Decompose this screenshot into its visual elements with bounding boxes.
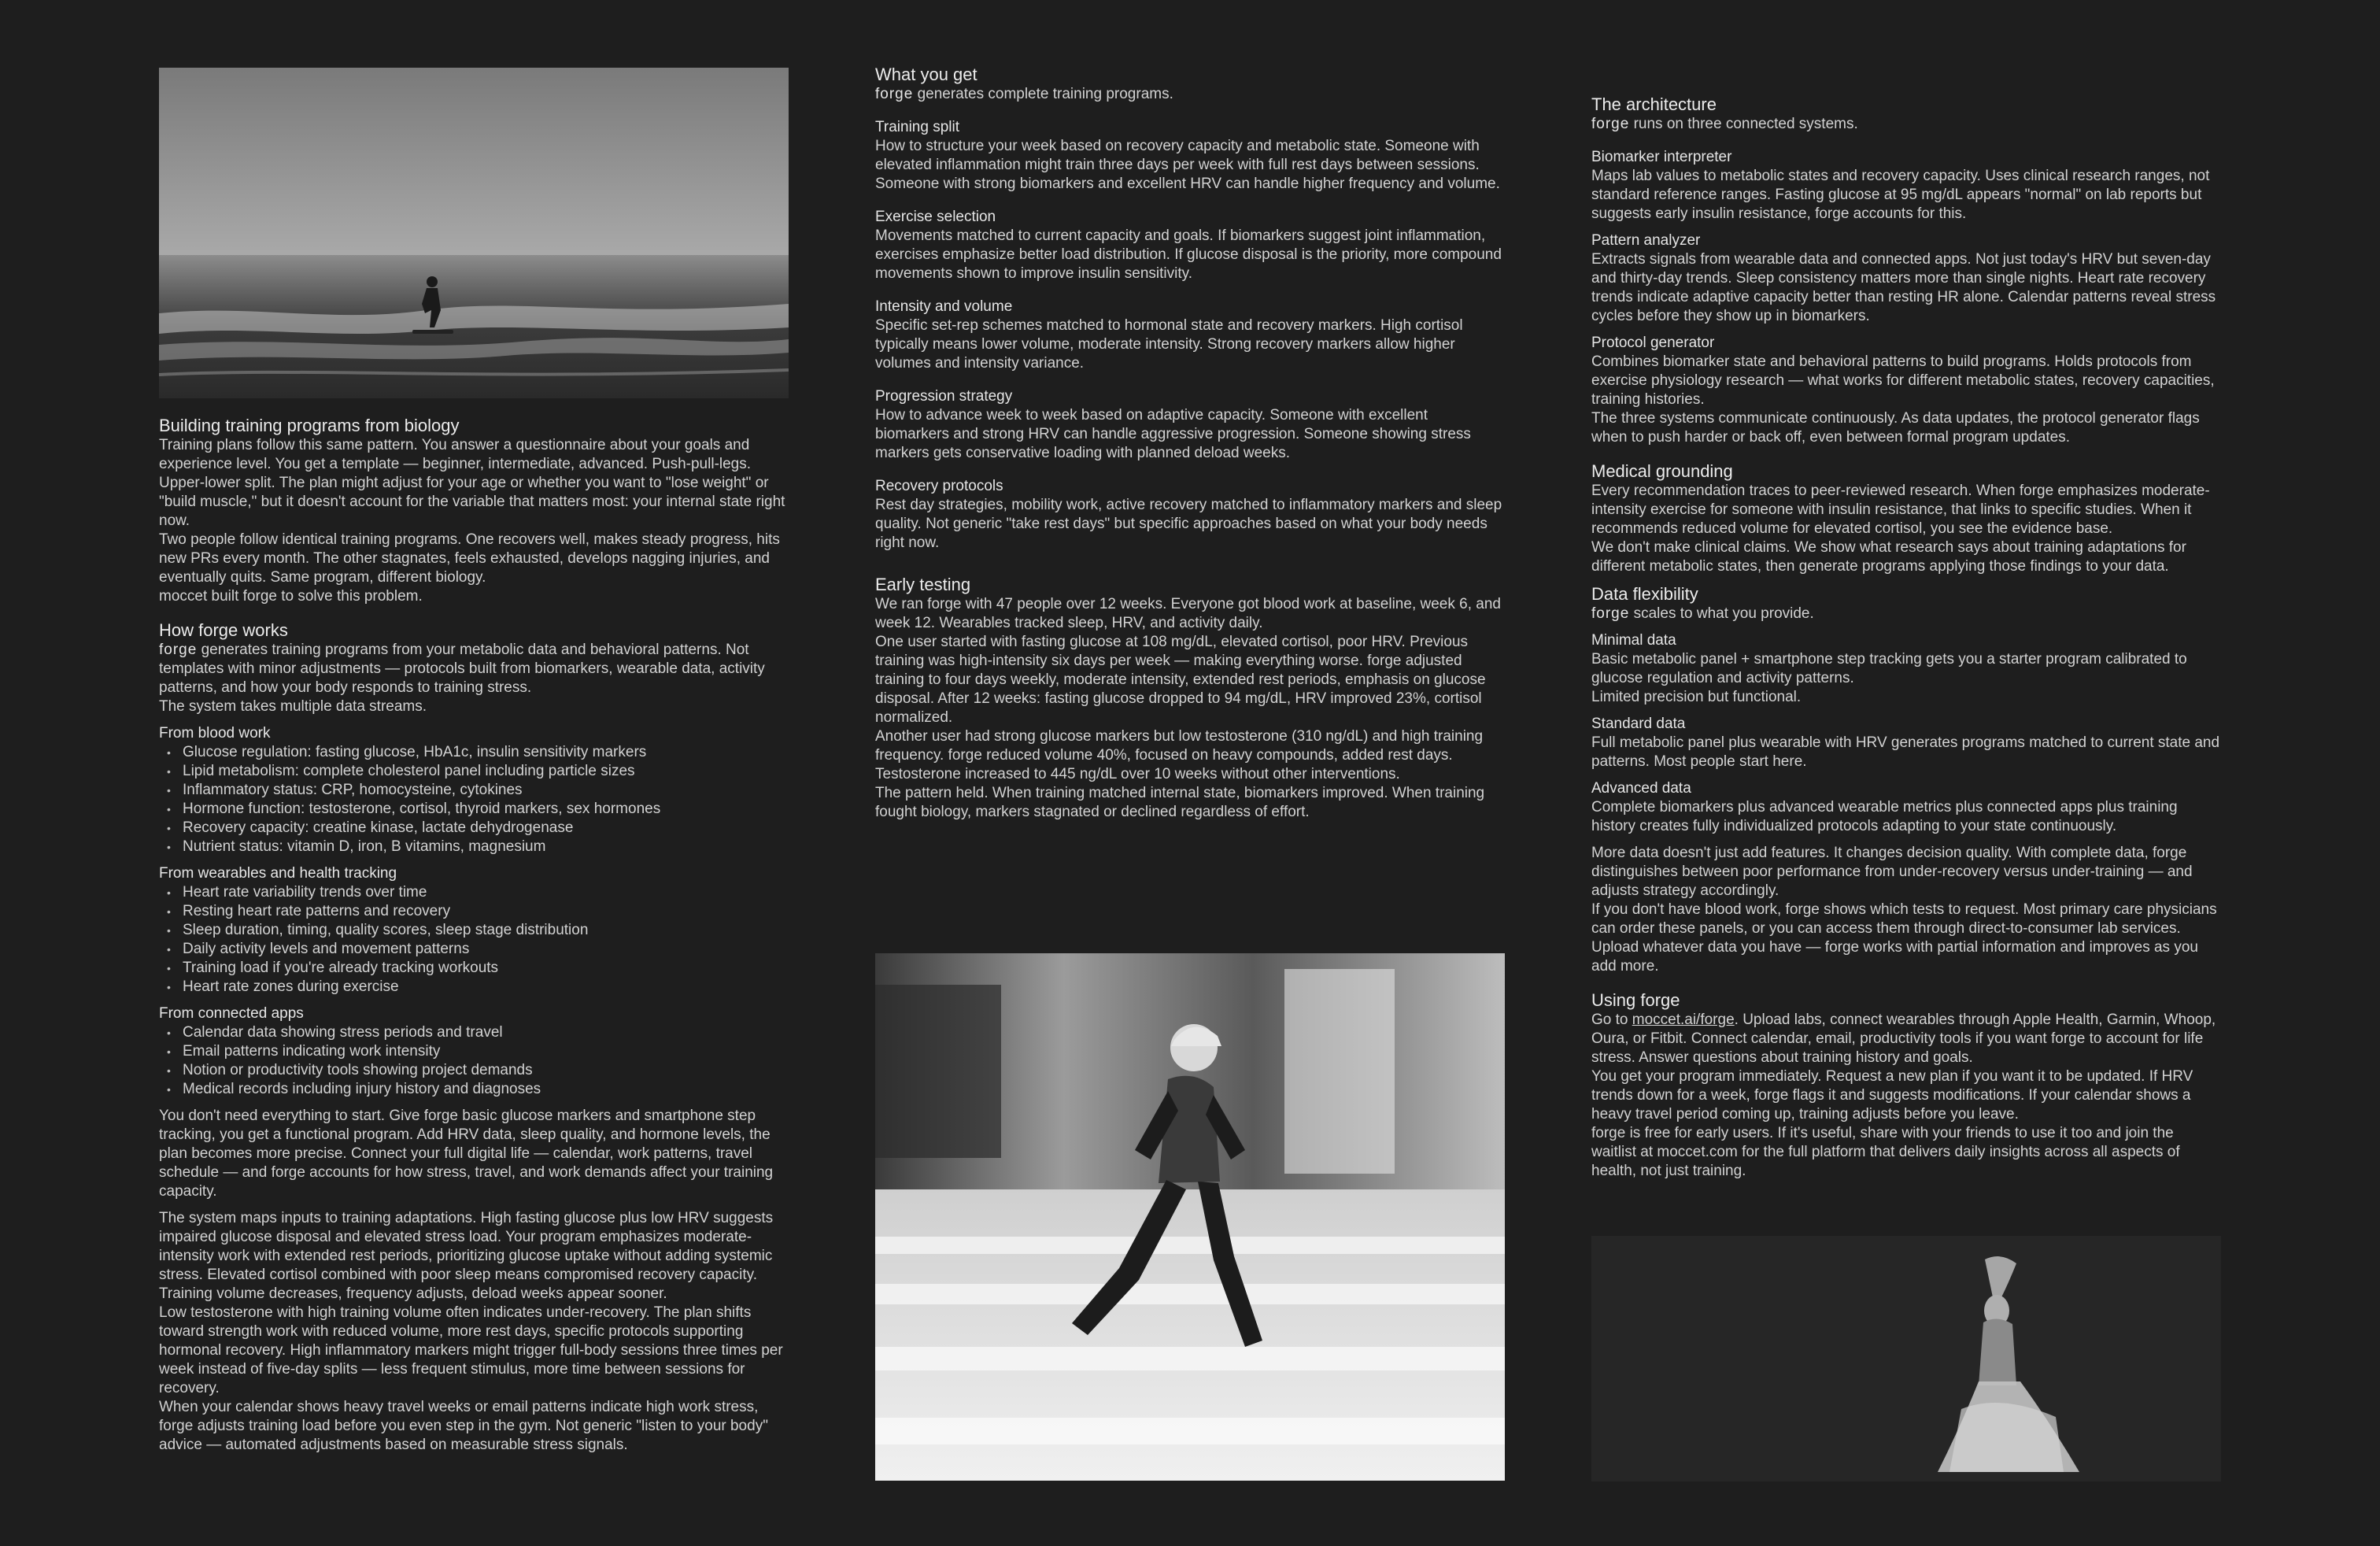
list-item: • Email patterns indicating work intensity bbox=[183, 1042, 789, 1061]
medical-grounding-paragraph-1: Every recommendation traces to peer-reviewed research. When forge emphasizes moderate-intensity exercise for someone with insulin resistance, that links to specific studies. When it recommends reduced volume for elevated cortisol, you see the evidence base. bbox=[1591, 483, 2210, 537]
pattern-analyzer-heading: Pattern analyzer bbox=[1591, 232, 1701, 249]
start-paragraph: You don't need everything to start. Give forge basic glucose markers and smartphone step tracking, you get a functional program. Add HRV data, sleep quality, and hormone levels, the plan becomes more precise. Connect your full digital life — calendar, work patterns, travel schedule — and forge accounts for how stress, travel, and work demands affect your training capacity. bbox=[159, 1108, 774, 1200]
list-item: • Notion or productivity tools showing project demands bbox=[183, 1061, 789, 1080]
exercise-selection-heading: Exercise selection bbox=[875, 209, 996, 225]
forge-wordmark: forge bbox=[875, 86, 914, 102]
building-paragraph-1: Training plans follow this same pattern. You answer a questionnaire about your goals and experience level. You get a template — beginner, intermediate, advanced. Push-pull-legs. Upper-lower split. The plan might adjust for your age or whether you want to "lose weight" or "build muscle," but it doesn't account for the variable that matters most: your internal state right now. bbox=[159, 437, 785, 529]
dancer-photo bbox=[1591, 1236, 2221, 1481]
protocol-generator-paragraph-2: The three systems communicate continuously. As data updates, the protocol generator flags when to push harder or back off, even between formal program updates. bbox=[1591, 410, 2200, 446]
protocol-generator-paragraph-1: Combines biomarker state and behavioral patterns to build programs. Holds protocols from exercise physiology research — what works for different metabolic states, recovery capacities, training histories. bbox=[1591, 353, 2215, 408]
standard-data-paragraph: Full metabolic panel plus wearable with HRV generates programs matched to current state and patterns. Most people start here. bbox=[1591, 734, 2220, 770]
list-item: • Recovery capacity: creatine kinase, lactate dehydrogenase bbox=[183, 819, 789, 838]
list-item: • Daily activity levels and movement patterns bbox=[183, 940, 789, 959]
biomarker-interpreter-heading: Biomarker interpreter bbox=[1591, 149, 1732, 165]
training-split-paragraph: How to structure your week based on recovery capacity and metabolic state. Someone with elevated inflammation might train three days per week with full rest days between sessions. Someone with strong biomarkers and excellent HRV can handle higher frequency and volume. bbox=[875, 138, 1500, 192]
building-paragraph-2: Two people follow identical training programs. One recovers well, makes steady progress, hits new PRs every month. The other stagnates, feels exhausted, develops nagging injuries, and eventually quits. Same program, different biology. bbox=[159, 531, 780, 586]
list-item: • Lipid metabolism: complete cholesterol panel including particle sizes bbox=[183, 762, 789, 781]
list-item: • Medical records including injury history and diagnoses bbox=[183, 1080, 789, 1099]
recovery-paragraph: Rest day strategies, mobility work, active recovery matched to inflammatory markers and sleep quality. Not generic "take rest days" but specific approaches based on what your body needs right now. bbox=[875, 497, 1502, 551]
standard-data-heading: Standard data bbox=[1591, 716, 1686, 732]
minimal-data-paragraph-1: Basic metabolic panel + smartphone step tracking gets you a starter program calibrated to glucose regulation and activity patterns. bbox=[1591, 651, 2187, 686]
advanced-data-heading: Advanced data bbox=[1591, 780, 1691, 797]
list-item: • Heart rate zones during exercise bbox=[183, 978, 789, 997]
data-flexibility-heading: Data flexibility bbox=[1591, 584, 1698, 604]
progression-paragraph: How to advance week to week based on adaptive capacity. Someone with excellent biomarkers and strong HRV can handle aggressive progression. Someone showing stress markers gets conservative loading with planned deload weeks. bbox=[875, 407, 1471, 461]
list-item: • Calendar data showing stress periods and travel bbox=[183, 1023, 789, 1042]
intensity-volume-paragraph: Specific set-rep schemes matched to hormonal state and recovery markers. High cortisol typically means lower volume, moderate intensity. Strong recovery markers allow higher volumes and intensity variance. bbox=[875, 317, 1463, 372]
list-item: • Nutrient status: vitamin D, iron, B vitamins, magnesium bbox=[183, 838, 789, 856]
building-paragraph-3: moccet built forge to solve this problem. bbox=[159, 588, 423, 605]
pattern-analyzer-paragraph: Extracts signals from wearable data and connected apps. Not just today's HRV but seven-day and thirty-day trends. Sleep consistency matters more than single nights. Heart rate recovery trends indicate adaptive capacity better than resting HR alone. Calendar patterns reveal stress cycles before they show up in biomarkers. bbox=[1591, 251, 2216, 324]
early-testing-paragraph-2: One user started with fasting glucose at 108 mg/dL, elevated cortisol, poor HRV. Previous training was high-intensity six days per week — making everything worse. forge adjusted training to four days weekly, moderate intensity, extended rest periods, emphasis on glucose disposal. After 12 weeks: fasting glucose dropped to 94 mg/dL, HRV improved 23%, cortisol normalized. bbox=[875, 634, 1486, 726]
column-middle bbox=[875, 0, 1505, 822]
how-forge-works-paragraph-1: forge generates training programs from your metabolic data and behavioral patterns. Not templates with minor adjustments — protocols built from biomarkers, wearable data, activity patterns, and how your body responds to training stress. bbox=[159, 642, 765, 696]
biomarker-interpreter-paragraph: Maps lab values to metabolic states and recovery capacity. Uses clinical research ranges, not standard reference ranges. Fasting glucose at 95 mg/dL appears "normal" on lab reports but suggests early insulin resistance, forge accounts for this. bbox=[1591, 168, 2210, 222]
wearables-list bbox=[159, 883, 789, 997]
what-you-get-heading: What you get bbox=[875, 65, 978, 84]
column-left bbox=[159, 0, 789, 1455]
list-item: • Hormone function: testosterone, cortisol, thyroid markers, sex hormones bbox=[183, 800, 789, 819]
list-item: • Inflammatory status: CRP, homocysteine, cytokines bbox=[183, 781, 789, 800]
exercise-selection-paragraph: Movements matched to current capacity and goals. If biomarkers suggest joint inflammation, exercises emphasize better load distribution. If glucose disposal is the priority, more compound movements shown to improve insulin sensitivity. bbox=[875, 227, 1502, 282]
forge-wordmark: forge bbox=[1591, 605, 1630, 622]
using-forge-paragraph-3: forge is free for early users. If it's useful, share with your friends to use it too and join the waitlist at moccet.com for the full platform that delivers daily insights across all aspects of health, not just training. bbox=[1591, 1125, 2180, 1179]
list-item: • Heart rate variability trends over time bbox=[183, 883, 789, 902]
how-forge-works-heading: How forge works bbox=[159, 620, 288, 640]
early-testing-heading: Early testing bbox=[875, 575, 971, 594]
more-data-paragraph-2: If you don't have blood work, forge shows which tests to request. Most primary care physicians can order these panels, or you can access them through direct-to-consumer lab services. Upload whatever data you have — forge works with partial information and improves as you add more. bbox=[1591, 901, 2217, 975]
building-heading: Building training programs from biology bbox=[159, 416, 460, 435]
early-testing-paragraph-4: The pattern held. When training matched internal state, biomarkers improved. When training fought biology, markers stagnated or declined regardless of effort. bbox=[875, 785, 1485, 820]
runner-photo bbox=[875, 953, 1505, 1481]
advanced-data-paragraph: Complete biomarkers plus advanced wearable metrics plus connected apps plus training history creates fully individualized protocols adapting to your state continuously. bbox=[1591, 799, 2178, 834]
what-you-get-paragraph: forge generates complete training programs. bbox=[875, 86, 1173, 102]
recovery-heading: Recovery protocols bbox=[875, 478, 1003, 494]
column-right bbox=[1591, 0, 2221, 1181]
blood-work-heading: From blood work bbox=[159, 725, 271, 742]
early-testing-paragraph-1: We ran forge with 47 people over 12 weeks. Everyone got blood work at baseline, week 6, and week 12. Wearables tracked sleep, HRV, and activity daily. bbox=[875, 596, 1501, 631]
mapping-paragraph-2: Low testosterone with high training volume often indicates under-recovery. The plan shifts toward strength work with reduced volume, more rest days, specific protocols supporting hormonal recovery. High inflammatory markers might trigger full-body sessions three times per week instead of five-day splits — less frequent stimulus, more time between sessions for recovery. bbox=[159, 1304, 783, 1396]
medical-grounding-paragraph-2: We don't make clinical claims. We show what research says about training adaptations for different metabolic states, then generate programs applying those findings to your data. bbox=[1591, 539, 2186, 575]
intensity-volume-heading: Intensity and volume bbox=[875, 298, 1013, 315]
progression-heading: Progression strategy bbox=[875, 388, 1013, 405]
list-item: • Sleep duration, timing, quality scores, sleep stage distribution bbox=[183, 921, 789, 940]
medical-grounding-heading: Medical grounding bbox=[1591, 461, 1733, 481]
blood-work-list bbox=[159, 743, 789, 856]
more-data-paragraph-1: More data doesn't just add features. It changes decision quality. With complete data, forge distinguishes between poor performance from under-recovery versus under-training — and adjusts strategy accordingly. bbox=[1591, 845, 2193, 899]
surfer-photo bbox=[159, 68, 789, 398]
wearables-heading: From wearables and health tracking bbox=[159, 865, 397, 882]
minimal-data-paragraph-2: Limited precision but functional. bbox=[1591, 689, 1802, 705]
data-flexibility-paragraph: forge scales to what you provide. bbox=[1591, 605, 1814, 622]
connected-apps-heading: From connected apps bbox=[159, 1005, 304, 1022]
protocol-generator-heading: Protocol generator bbox=[1591, 335, 1715, 351]
forge-wordmark: forge bbox=[159, 642, 198, 658]
list-item: • Training load if you're already tracking workouts bbox=[183, 959, 789, 978]
architecture-paragraph: forge runs on three connected systems. bbox=[1591, 116, 1858, 132]
connected-apps-list bbox=[159, 1023, 789, 1099]
mapping-paragraph-3: When your calendar shows heavy travel weeks or email patterns indicate high work stress, forge adjusts training load before you even step in the gym. Not generic "listen to your body" advice — automated adjustments based on measurable stress signals. bbox=[159, 1399, 768, 1453]
using-forge-heading: Using forge bbox=[1591, 990, 1680, 1010]
using-forge-paragraph-1: Go to moccet.ai/forge. Upload labs, connect wearables through Apple Health, Garmin, Whoop, Oura, or Fitbit. Connect calendar, email, productivity tools if you want forge to account for life stress. Answer questions about training history and goals. bbox=[1591, 1012, 2216, 1066]
forge-wordmark: forge bbox=[1591, 116, 1630, 132]
how-forge-works-paragraph-2: The system takes multiple data streams. bbox=[159, 698, 427, 715]
minimal-data-heading: Minimal data bbox=[1591, 632, 1676, 649]
mapping-paragraph-1: The system maps inputs to training adaptations. High fasting glucose plus low HRV suggests impaired glucose disposal and elevated stress load. Your program emphasizes moderate-intensity work with extended rest periods, prioritizing glucose uptake without adding systemic stress. Elevated cortisol combined with poor sleep means compromised recovery capacity. Training volume decreases, frequency adjusts, deload weeks appear sooner. bbox=[159, 1210, 774, 1302]
using-forge-paragraph-2: You get your program immediately. Request a new plan if you want it to be updated. If HRV trends down for a week, forge flags it and suggests modifications. If your calendar shows a heavy travel period coming up, training adjusts before you leave. bbox=[1591, 1068, 2193, 1123]
architecture-heading: The architecture bbox=[1591, 94, 1717, 114]
list-item: • Glucose regulation: fasting glucose, HbA1c, insulin sensitivity markers bbox=[183, 743, 789, 762]
forge-link[interactable]: moccet.ai/forge bbox=[1632, 1012, 1735, 1028]
list-item: • Resting heart rate patterns and recovery bbox=[183, 902, 789, 921]
training-split-heading: Training split bbox=[875, 119, 960, 135]
early-testing-paragraph-3: Another user had strong glucose markers but low testosterone (310 ng/dL) and high training frequency. forge reduced volume 40%, focused on heavy compounds, added rest days. Testosterone increased to 445 ng/dL over 10 weeks without other interventions. bbox=[875, 728, 1484, 782]
